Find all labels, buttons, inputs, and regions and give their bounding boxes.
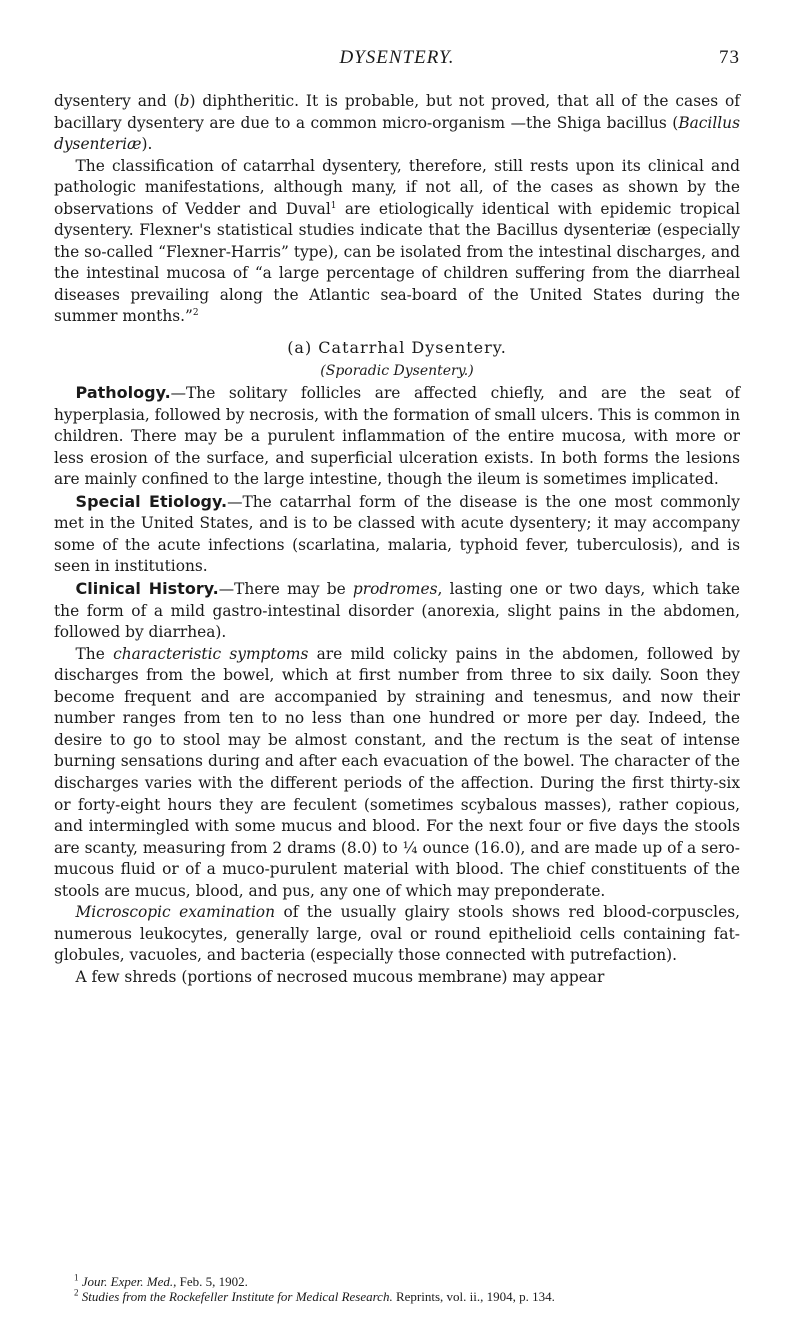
footnote-ref-1: 1 xyxy=(330,200,337,211)
paragraph-continuation: dysentery and (b) diphtheritic. It is probable, but not proved, that all of the cases of bacillary dysentery are due to a common micro-organism —the Shiga bacillus (Bacillus dysenteriæ). xyxy=(54,92,740,154)
paragraph-pathology: Pathology.—The solitary follicles are affected chiefly, and are the seat of hyperplasia, followed by necrosis, with the formation of small ulcers. This is common in children. There may be a purulent inflammation of the entire mucosa, with more or less erosion of the surface, and superficial ulceration exists. In both forms the lesions are mainly confined to the large intestine, though the ileum is sometimes implicated. xyxy=(54,383,740,489)
running-head xyxy=(54,47,740,73)
chapter-title: DYSENTERY. xyxy=(339,47,455,68)
page-number: 73 xyxy=(719,47,740,68)
section-heading: (a) Catarrhal Dysentery. xyxy=(287,338,507,358)
run-in-heading-etiology: Special Etiology. xyxy=(75,491,228,511)
section-subheading: (Sporadic Dysentery.) xyxy=(320,362,474,379)
body-text xyxy=(54,91,740,988)
paragraph-classification: The classification of catarrhal dysentery, therefore, still rests upon its clinical and pathologic manifestations, although many, if not all, of the cases as shown by the observations of Vedder and Duval$^1$ are etiologically identical with epidemic tropical dysentery. Flexner's statistical studies indicate that the Bacillus dysenteriæ (especially the so-called “Flexner-Harris” type), can be isolated from the intestinal discharges, and the intestinal mucosa of “a large percentage of children suffering from the diarrheal diseases prevailing along the Atlantic sea-board of the United States during the summer months.”$^2$ xyxy=(54,156,740,326)
run-in-heading-pathology: Pathology. xyxy=(75,383,171,403)
paragraph-shreds: A few shreds (portions of necrosed mucous membrane) may appear xyxy=(75,967,605,986)
paragraph-clinical-history: Clinical History.—There may be prodromes, lasting one or two days, which take the form of a mild gastro-intestinal disorder (anorexia, slight pains in the abdomen, followed by diarrhea). xyxy=(54,579,741,642)
paragraph-microscopic: Microscopic examination of the usually glairy stools shows red blood-corpuscles, numerous leukocytes, generally large, oval or round epithelioid cells containing fat-globules, vacuoles, and bacteria (especially those connected with putrefaction). xyxy=(54,903,740,965)
footnotes xyxy=(54,1274,740,1304)
paragraph-symptoms: The characteristic symptoms are mild colicky pains in the abdomen, followed by discharges from the bowel, which at first number from three to six daily. Soon they become frequent and are accompanied by straining and tenesmus, and now their number ranges from ten to no less than one hundred or more per day. Indeed, the desire to go to stool may be almost constant, and the rectum is the seat of intense burning sensations during and after each evacuation of the bowel. The character of the discharges varies with the different periods of the affection. During the first thirty-six or forty-eight hours they are feculent (sometimes scybalous masses), rather copious, and intermingled with some mucus and blood. For the next four or five days the stools are scanty, measuring from 2 drams (8.0) to ¼ ounce (16.0), and are made up of a sero-mucous fluid or of a muco-purulent material with blood. The chief constituents of the stools are mucus, blood, and pus, any one of which may preponderate. xyxy=(54,644,740,900)
footnote-ref-2: 2 xyxy=(192,308,199,319)
footnote-2: $^2$ Studies from the Rockefeller Institute for Medical Research. Reprints, vol. ii., 1904, p. 134. xyxy=(74,1287,555,1304)
paragraph-etiology: Special Etiology.—The catarrhal form of the disease is the one most commonly met in the United States, and is to be classed with acute dysentery; it may accompany some of the acute infections (scarlatina, malaria, typhoid fever, tuberculosis), and is seen in institutions. xyxy=(54,491,741,576)
run-in-heading-clinical-history: Clinical History. xyxy=(75,579,219,599)
footnote-1: $^1$ Jour. Exper. Med., Feb. 5, 1902. xyxy=(74,1272,248,1289)
